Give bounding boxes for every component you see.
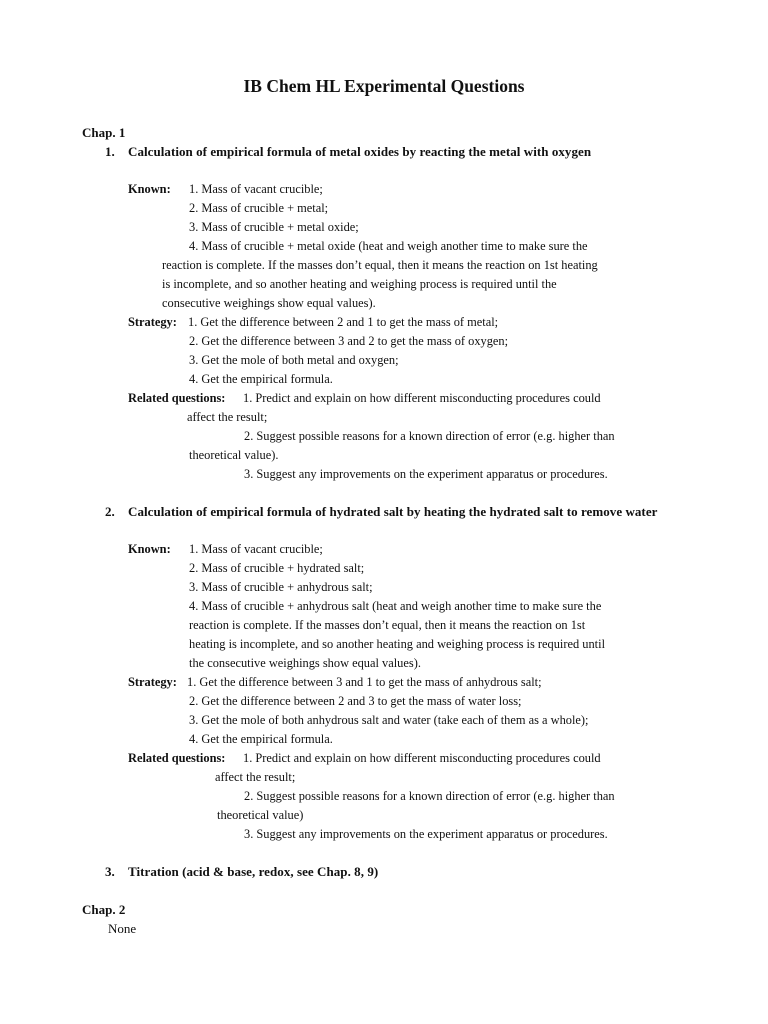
related-line: 1. Predict and explain on how different misconducting procedures could bbox=[243, 751, 601, 765]
item-heading: Titration (acid & base, redox, see Chap. 8, 9) bbox=[128, 864, 379, 879]
known-line: reaction is complete. If the masses don’t equal, then it means the reaction on 1st heating bbox=[162, 258, 598, 272]
item-2 bbox=[105, 502, 685, 521]
known-line: is incomplete, and so another heating and weighing process is required until the bbox=[162, 277, 557, 291]
known-line: 2. Mass of crucible + hydrated salt; bbox=[189, 561, 365, 575]
known-line: 1. Mass of vacant crucible; bbox=[189, 182, 323, 196]
known-label: Known: bbox=[128, 542, 171, 556]
known-label: Known: bbox=[128, 182, 171, 196]
document-title: IB Chem HL Experimental Questions bbox=[243, 76, 525, 96]
strategy-line: 4. Get the empirical formula. bbox=[189, 732, 333, 746]
strategy-label: Strategy: bbox=[128, 315, 177, 329]
related-line: theoretical value) bbox=[217, 808, 304, 822]
item-number: 1. bbox=[105, 144, 115, 159]
strategy-line: 2. Get the difference between 3 and 2 to get the mass of oxygen; bbox=[189, 334, 509, 348]
strategy-line: 2. Get the difference between 2 and 3 to get the mass of water loss; bbox=[189, 694, 522, 708]
strategy-line: 1. Get the difference between 2 and 1 to get the mass of metal; bbox=[188, 315, 499, 329]
known-line: 2. Mass of crucible + metal; bbox=[189, 201, 329, 215]
related-line: 3. Suggest any improvements on the experiment apparatus or procedures. bbox=[244, 467, 608, 481]
chapter-2-heading: Chap. 2 bbox=[82, 902, 126, 917]
item-number: 2. bbox=[105, 504, 115, 519]
item-heading: Calculation of empirical formula of hydrated salt by heating the hydrated salt to remove water bbox=[128, 504, 658, 519]
strategy-line: 4. Get the empirical formula. bbox=[189, 372, 333, 386]
known-line: the consecutive weighings show equal values). bbox=[189, 656, 421, 670]
item-3 bbox=[105, 862, 685, 881]
related-line: affect the result; bbox=[215, 770, 296, 784]
item-number: 3. bbox=[105, 864, 115, 879]
chapter-2-body: None bbox=[108, 921, 137, 936]
known-line: reaction is complete. If the masses don’t equal, then it means the reaction on 1st bbox=[189, 618, 586, 632]
item-1 bbox=[105, 142, 685, 161]
related-line: theoretical value). bbox=[189, 448, 279, 462]
related-line: 2. Suggest possible reasons for a known direction of error (e.g. higher than bbox=[244, 429, 615, 443]
known-line: 1. Mass of vacant crucible; bbox=[189, 542, 323, 556]
related-label: Related questions: bbox=[128, 391, 226, 405]
known-line: 3. Mass of crucible + metal oxide; bbox=[189, 220, 359, 234]
chapter-1-heading: Chap. 1 bbox=[82, 125, 126, 140]
related-line: 3. Suggest any improvements on the experiment apparatus or procedures. bbox=[244, 827, 608, 841]
strategy-line: 3. Get the mole of both anhydrous salt and water (take each of them as a whole); bbox=[189, 713, 589, 727]
known-line: heating is incomplete, and so another heating and weighing process is required until bbox=[189, 637, 606, 651]
related-label: Related questions: bbox=[128, 751, 226, 765]
known-line: 4. Mass of crucible + anhydrous salt (heat and weigh another time to make sure the bbox=[189, 599, 602, 613]
known-line: 3. Mass of crucible + anhydrous salt; bbox=[189, 580, 373, 594]
known-line: consecutive weighings show equal values). bbox=[162, 296, 376, 310]
strategy-line: 1. Get the difference between 3 and 1 to get the mass of anhydrous salt; bbox=[187, 675, 542, 689]
strategy-label: Strategy: bbox=[128, 675, 177, 689]
known-line: 4. Mass of crucible + metal oxide (heat and weigh another time to make sure the bbox=[189, 239, 588, 253]
strategy-line: 3. Get the mole of both metal and oxygen; bbox=[189, 353, 399, 367]
related-line: 2. Suggest possible reasons for a known direction of error (e.g. higher than bbox=[244, 789, 615, 803]
related-line: affect the result; bbox=[187, 410, 268, 424]
related-line: 1. Predict and explain on how different misconducting procedures could bbox=[243, 391, 601, 405]
item-heading: Calculation of empirical formula of metal oxides by reacting the metal with oxygen bbox=[128, 144, 592, 159]
